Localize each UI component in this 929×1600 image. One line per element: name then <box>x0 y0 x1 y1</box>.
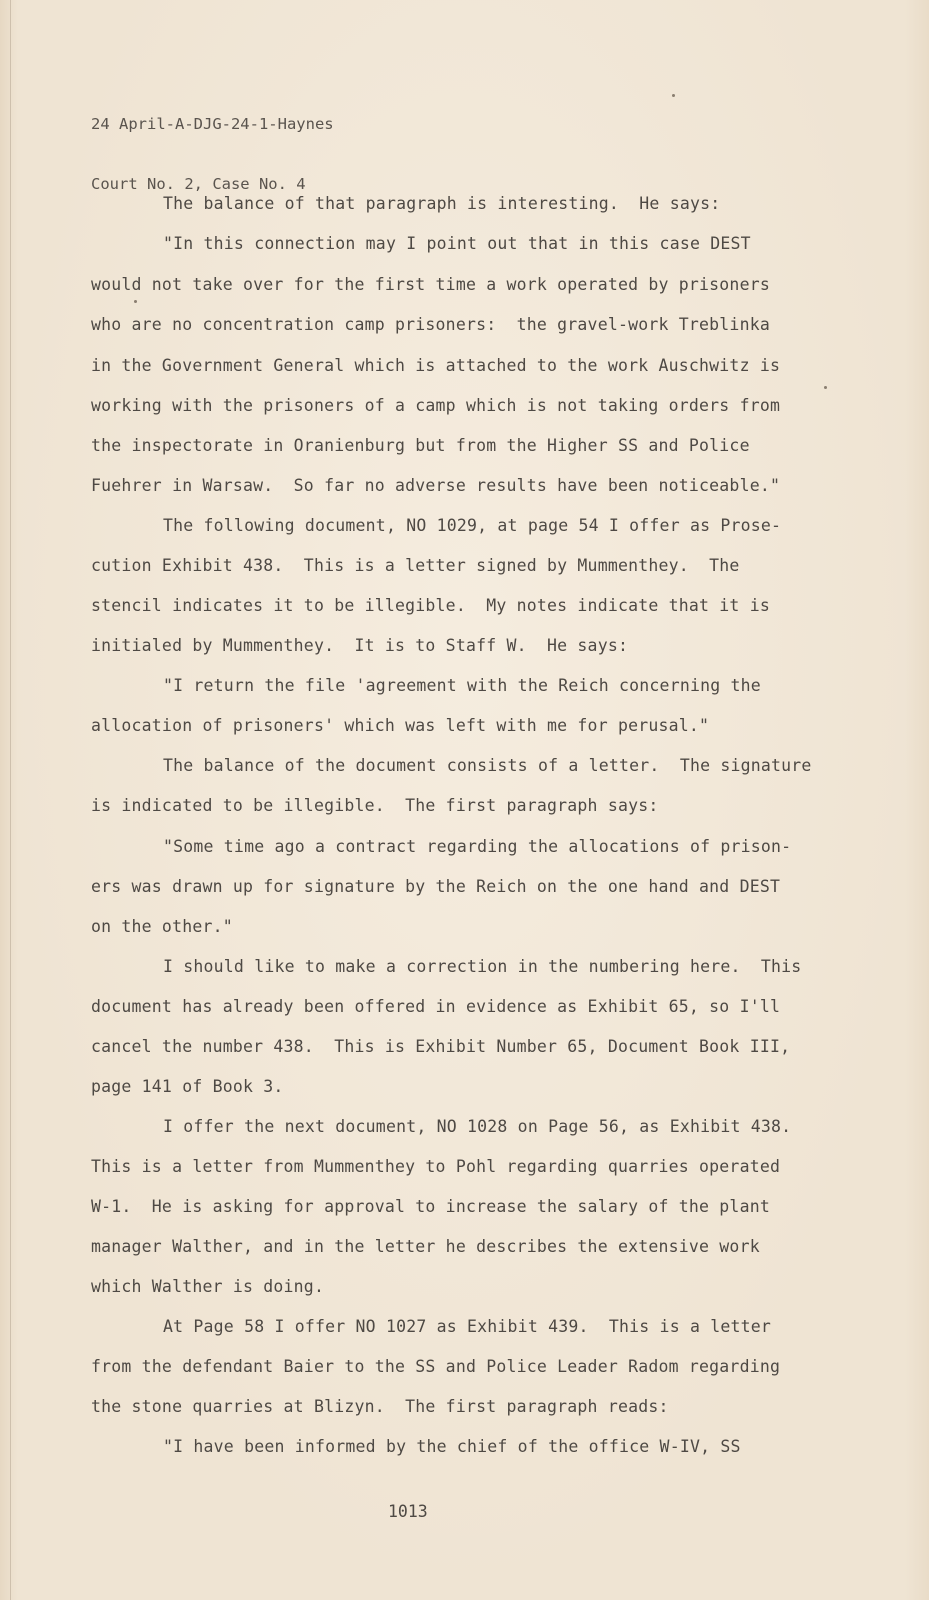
paper-speck <box>824 386 827 389</box>
text-line: I should like to make a correction in the numbering here. This <box>163 957 802 976</box>
text-line: The following document, NO 1029, at page 54 I offer as Prose- <box>163 516 782 535</box>
text-line: the inspectorate in Oranienburg but from the Higher SS and Police <box>91 436 750 455</box>
text-line: "Some time ago a contract regarding the allocations of prison- <box>163 837 792 856</box>
text-line: document has already been offered in evidence as Exhibit 65, so I'll <box>91 997 781 1016</box>
text-line: from the defendant Baier to the SS and Police Leader Radom regarding <box>91 1357 781 1376</box>
header-court-line: Court No. 2, Case No. 4 <box>91 175 306 193</box>
text-line: I offer the next document, NO 1028 on Page 56, as Exhibit 438. <box>163 1117 792 1136</box>
text-line: page 141 of Book 3. <box>91 1077 284 1096</box>
text-line: The balance of the document consists of a letter. The signature <box>163 756 812 775</box>
text-line: "In this connection may I point out that in this case DEST <box>163 234 751 253</box>
text-line: manager Walther, and in the letter he describes the extensive work <box>91 1237 760 1256</box>
text-line: allocation of prisoners' which was left with me for perusal." <box>91 716 710 735</box>
text-line: on the other." <box>91 917 233 936</box>
text-line: is indicated to be illegible. The first paragraph says: <box>91 796 659 815</box>
header-reference-line: 24 April-A-DJG-24-1-Haynes <box>91 115 334 133</box>
paper-speck <box>134 300 137 303</box>
text-line: the stone quarries at Blizyn. The first paragraph reads: <box>91 1397 669 1416</box>
text-line: W-1. He is asking for approval to increase the salary of the plant <box>91 1197 770 1216</box>
page-left-edge <box>0 0 11 1600</box>
text-line: This is a letter from Mummenthey to Pohl regarding quarries operated <box>91 1157 781 1176</box>
text-line: Fuehrer in Warsaw. So far no adverse results have been noticeable." <box>91 476 781 495</box>
paper-speck <box>672 94 675 97</box>
text-line: working with the prisoners of a camp which is not taking orders from <box>91 396 781 415</box>
text-line: ers was drawn up for signature by the Reich on the one hand and DEST <box>91 877 781 896</box>
text-line: The balance of that paragraph is interesting. He says: <box>163 194 721 213</box>
text-line: which Walther is doing. <box>91 1277 325 1296</box>
text-line: initialed by Mummenthey. It is to Staff W. He says: <box>91 636 629 655</box>
text-line: who are no concentration camp prisoners: the gravel-work Treblinka <box>91 315 770 334</box>
text-line: would not take over for the first time a work operated by prisoners <box>91 275 770 294</box>
text-line: At Page 58 I offer NO 1027 as Exhibit 439. This is a letter <box>163 1317 772 1336</box>
text-line: "I return the file 'agreement with the Reich concerning the <box>163 676 761 695</box>
text-line: cution Exhibit 438. This is a letter signed by Mummenthey. The <box>91 556 740 575</box>
text-line: "I have been informed by the chief of the office W-IV, SS <box>163 1437 741 1456</box>
text-line: stencil indicates it to be illegible. My notes indicate that it is <box>91 596 770 615</box>
page-number: 1013 <box>388 1502 428 1521</box>
text-line: in the Government General which is attached to the work Auschwitz is <box>91 356 781 375</box>
text-line: cancel the number 438. This is Exhibit Number 65, Document Book III, <box>91 1037 791 1056</box>
